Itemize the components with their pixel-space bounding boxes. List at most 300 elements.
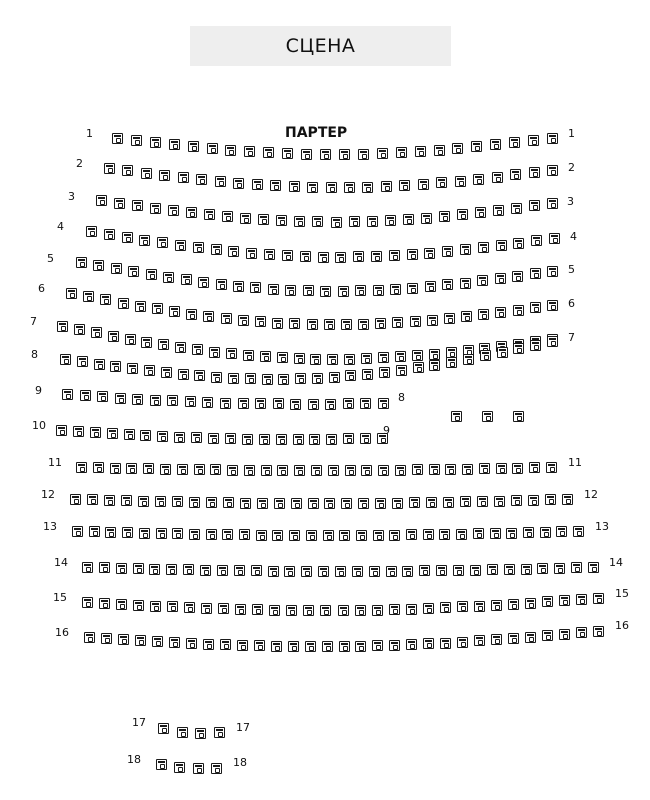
seat-icon[interactable] — [268, 284, 279, 295]
seat-icon[interactable] — [223, 497, 234, 508]
seat-icon[interactable] — [211, 244, 222, 255]
seat-icon[interactable] — [362, 369, 373, 380]
seat-icon[interactable] — [456, 529, 467, 540]
seat-icon[interactable] — [107, 428, 118, 439]
seat-icon[interactable] — [482, 411, 493, 422]
seat-icon[interactable] — [474, 601, 485, 612]
seat-icon[interactable] — [343, 433, 354, 444]
seat-icon[interactable] — [94, 359, 105, 370]
seat-icon[interactable] — [379, 367, 390, 378]
seat-icon[interactable] — [307, 319, 318, 330]
seat-icon[interactable] — [82, 562, 93, 573]
seat-icon[interactable] — [172, 528, 183, 539]
seat-icon[interactable] — [362, 182, 373, 193]
seat-icon[interactable] — [185, 396, 196, 407]
seat-icon[interactable] — [559, 629, 570, 640]
seat-icon[interactable] — [295, 373, 306, 384]
seat-icon[interactable] — [90, 427, 101, 438]
seat-icon[interactable] — [215, 176, 226, 187]
seat-icon[interactable] — [510, 169, 521, 180]
seat-icon[interactable] — [259, 434, 270, 445]
seat-icon[interactable] — [440, 638, 451, 649]
seat-icon[interactable] — [525, 598, 536, 609]
seat-icon[interactable] — [167, 395, 178, 406]
seat-icon[interactable] — [508, 633, 519, 644]
seat-icon[interactable] — [339, 641, 350, 652]
seat-icon[interactable] — [108, 331, 119, 342]
seat-icon[interactable] — [576, 627, 587, 638]
seat-icon[interactable] — [375, 498, 386, 509]
seat-icon[interactable] — [545, 494, 556, 505]
seat-icon[interactable] — [87, 494, 98, 505]
seat-icon[interactable] — [97, 391, 108, 402]
seat-icon[interactable] — [373, 530, 384, 541]
seat-icon[interactable] — [358, 319, 369, 330]
seat-icon[interactable] — [306, 530, 317, 541]
seat-icon[interactable] — [495, 307, 506, 318]
seat-icon[interactable] — [178, 172, 189, 183]
seat-icon[interactable] — [308, 498, 319, 509]
seat-icon[interactable] — [159, 170, 170, 181]
seat-icon[interactable] — [169, 139, 180, 150]
seat-icon[interactable] — [228, 246, 239, 257]
seat-icon[interactable] — [421, 213, 432, 224]
seat-icon[interactable] — [372, 605, 383, 616]
seat-icon[interactable] — [239, 529, 250, 540]
seat-icon[interactable] — [99, 562, 110, 573]
seat-icon[interactable] — [479, 463, 490, 474]
seat-icon[interactable] — [389, 530, 400, 541]
seat-icon[interactable] — [358, 498, 369, 509]
seat-icon[interactable] — [167, 601, 178, 612]
seat-icon[interactable] — [191, 432, 202, 443]
seat-icon[interactable] — [193, 763, 204, 774]
seat-icon[interactable] — [72, 526, 83, 537]
seat-icon[interactable] — [76, 462, 87, 473]
seat-icon[interactable] — [210, 464, 221, 475]
seat-icon[interactable] — [220, 639, 231, 650]
seat-icon[interactable] — [559, 595, 570, 606]
seat-icon[interactable] — [423, 638, 434, 649]
seat-icon[interactable] — [243, 350, 254, 361]
seat-icon[interactable] — [547, 266, 558, 277]
seat-icon[interactable] — [150, 203, 161, 214]
seat-icon[interactable] — [358, 149, 369, 160]
seat-icon[interactable] — [556, 526, 567, 537]
seat-icon[interactable] — [303, 285, 314, 296]
seat-icon[interactable] — [272, 530, 283, 541]
seat-icon[interactable] — [264, 249, 275, 260]
seat-icon[interactable] — [344, 182, 355, 193]
seat-icon[interactable] — [99, 598, 110, 609]
seat-icon[interactable] — [206, 497, 217, 508]
seat-icon[interactable] — [116, 563, 127, 574]
seat-icon[interactable] — [186, 207, 197, 218]
seat-icon[interactable] — [150, 601, 161, 612]
seat-icon[interactable] — [152, 636, 163, 647]
seat-icon[interactable] — [143, 463, 154, 474]
seat-icon[interactable] — [396, 365, 407, 376]
seat-icon[interactable] — [203, 311, 214, 322]
seat-icon[interactable] — [255, 398, 266, 409]
seat-icon[interactable] — [554, 563, 565, 574]
seat-icon[interactable] — [111, 263, 122, 274]
seat-icon[interactable] — [349, 216, 360, 227]
seat-icon[interactable] — [344, 354, 355, 365]
seat-icon[interactable] — [440, 602, 451, 613]
seat-icon[interactable] — [338, 286, 349, 297]
seat-icon[interactable] — [156, 528, 167, 539]
seat-icon[interactable] — [200, 565, 211, 576]
seat-icon[interactable] — [406, 639, 417, 650]
seat-icon[interactable] — [328, 465, 339, 476]
seat-icon[interactable] — [174, 432, 185, 443]
seat-icon[interactable] — [385, 215, 396, 226]
seat-icon[interactable] — [288, 641, 299, 652]
seat-icon[interactable] — [371, 251, 382, 262]
seat-icon[interactable] — [562, 494, 573, 505]
seat-icon[interactable] — [547, 300, 558, 311]
seat-icon[interactable] — [345, 465, 356, 476]
seat-icon[interactable] — [452, 143, 463, 154]
seat-icon[interactable] — [529, 462, 540, 473]
seat-icon[interactable] — [217, 565, 228, 576]
seat-icon[interactable] — [415, 146, 426, 157]
seat-icon[interactable] — [494, 496, 505, 507]
seat-icon[interactable] — [442, 279, 453, 290]
seat-icon[interactable] — [389, 640, 400, 651]
seat-icon[interactable] — [345, 370, 356, 381]
seat-icon[interactable] — [289, 530, 300, 541]
seat-icon[interactable] — [425, 281, 436, 292]
seat-icon[interactable] — [480, 350, 491, 361]
seat-icon[interactable] — [158, 339, 169, 350]
seat-icon[interactable] — [460, 278, 471, 289]
seat-icon[interactable] — [93, 462, 104, 473]
seat-icon[interactable] — [246, 248, 257, 259]
seat-icon[interactable] — [301, 149, 312, 160]
seat-icon[interactable] — [475, 207, 486, 218]
seat-icon[interactable] — [423, 529, 434, 540]
seat-icon[interactable] — [378, 352, 389, 363]
seat-icon[interactable] — [291, 498, 302, 509]
seat-icon[interactable] — [361, 353, 372, 364]
seat-icon[interactable] — [474, 635, 485, 646]
seat-icon[interactable] — [473, 174, 484, 185]
seat-icon[interactable] — [463, 354, 474, 365]
seat-icon[interactable] — [233, 281, 244, 292]
seat-icon[interactable] — [392, 498, 403, 509]
seat-icon[interactable] — [461, 311, 472, 322]
seat-icon[interactable] — [140, 430, 151, 441]
seat-icon[interactable] — [189, 529, 200, 540]
seat-icon[interactable] — [352, 566, 363, 577]
seat-icon[interactable] — [261, 465, 272, 476]
seat-icon[interactable] — [268, 566, 279, 577]
seat-icon[interactable] — [593, 626, 604, 637]
seat-icon[interactable] — [225, 145, 236, 156]
seat-icon[interactable] — [455, 176, 466, 187]
seat-icon[interactable] — [181, 274, 192, 285]
seat-icon[interactable] — [528, 495, 539, 506]
seat-icon[interactable] — [396, 147, 407, 158]
seat-icon[interactable] — [237, 640, 248, 651]
seat-icon[interactable] — [305, 641, 316, 652]
seat-icon[interactable] — [192, 344, 203, 355]
seat-icon[interactable] — [540, 527, 551, 538]
seat-icon[interactable] — [141, 168, 152, 179]
seat-icon[interactable] — [226, 348, 237, 359]
seat-icon[interactable] — [263, 147, 274, 158]
seat-icon[interactable] — [89, 526, 100, 537]
seat-icon[interactable] — [473, 528, 484, 539]
seat-icon[interactable] — [269, 605, 280, 616]
seat-icon[interactable] — [424, 248, 435, 259]
seat-icon[interactable] — [355, 285, 366, 296]
seat-icon[interactable] — [96, 195, 107, 206]
seat-icon[interactable] — [222, 529, 233, 540]
seat-icon[interactable] — [457, 601, 468, 612]
seat-icon[interactable] — [294, 465, 305, 476]
seat-icon[interactable] — [571, 562, 582, 573]
seat-icon[interactable] — [178, 369, 189, 380]
seat-icon[interactable] — [163, 272, 174, 283]
seat-icon[interactable] — [367, 216, 378, 227]
seat-icon[interactable] — [114, 198, 125, 209]
seat-icon[interactable] — [490, 139, 501, 150]
seat-icon[interactable] — [335, 252, 346, 263]
seat-icon[interactable] — [57, 321, 68, 332]
seat-icon[interactable] — [402, 566, 413, 577]
seat-icon[interactable] — [361, 465, 372, 476]
seat-icon[interactable] — [121, 495, 132, 506]
seat-icon[interactable] — [521, 564, 532, 575]
seat-icon[interactable] — [161, 367, 172, 378]
seat-icon[interactable] — [105, 527, 116, 538]
seat-icon[interactable] — [155, 496, 166, 507]
seat-icon[interactable] — [258, 214, 269, 225]
seat-icon[interactable] — [270, 180, 281, 191]
seat-icon[interactable] — [478, 242, 489, 253]
seat-icon[interactable] — [412, 350, 423, 361]
seat-icon[interactable] — [381, 181, 392, 192]
seat-icon[interactable] — [392, 317, 403, 328]
seat-icon[interactable] — [429, 464, 440, 475]
seat-icon[interactable] — [386, 566, 397, 577]
seat-icon[interactable] — [360, 398, 371, 409]
seat-icon[interactable] — [216, 279, 227, 290]
seat-icon[interactable] — [70, 494, 81, 505]
seat-icon[interactable] — [201, 603, 212, 614]
seat-icon[interactable] — [504, 564, 515, 575]
seat-icon[interactable] — [150, 395, 161, 406]
seat-icon[interactable] — [135, 635, 146, 646]
seat-icon[interactable] — [439, 211, 450, 222]
seat-icon[interactable] — [218, 603, 229, 614]
seat-icon[interactable] — [100, 294, 111, 305]
seat-icon[interactable] — [511, 203, 522, 214]
seat-icon[interactable] — [194, 370, 205, 381]
seat-icon[interactable] — [403, 214, 414, 225]
seat-icon[interactable] — [451, 411, 462, 422]
seat-icon[interactable] — [530, 268, 541, 279]
seat-icon[interactable] — [453, 565, 464, 576]
seat-icon[interactable] — [208, 433, 219, 444]
seat-icon[interactable] — [193, 242, 204, 253]
seat-icon[interactable] — [152, 303, 163, 314]
seat-icon[interactable] — [529, 200, 540, 211]
seat-icon[interactable] — [289, 318, 300, 329]
seat-icon[interactable] — [324, 498, 335, 509]
seat-icon[interactable] — [56, 425, 67, 436]
seat-icon[interactable] — [576, 594, 587, 605]
seat-icon[interactable] — [244, 465, 255, 476]
seat-icon[interactable] — [222, 211, 233, 222]
seat-icon[interactable] — [429, 349, 440, 360]
seat-icon[interactable] — [157, 431, 168, 442]
seat-icon[interactable] — [426, 497, 437, 508]
seat-icon[interactable] — [511, 495, 522, 506]
seat-icon[interactable] — [537, 563, 548, 574]
seat-icon[interactable] — [470, 565, 481, 576]
seat-icon[interactable] — [276, 215, 287, 226]
seat-icon[interactable] — [104, 229, 115, 240]
seat-icon[interactable] — [83, 291, 94, 302]
seat-icon[interactable] — [547, 133, 558, 144]
seat-icon[interactable] — [444, 313, 455, 324]
seat-icon[interactable] — [284, 566, 295, 577]
seat-icon[interactable] — [335, 566, 346, 577]
seat-icon[interactable] — [419, 565, 430, 576]
seat-icon[interactable] — [250, 282, 261, 293]
seat-icon[interactable] — [542, 596, 553, 607]
seat-icon[interactable] — [235, 604, 246, 615]
seat-icon[interactable] — [133, 563, 144, 574]
seat-icon[interactable] — [225, 433, 236, 444]
seat-icon[interactable] — [492, 172, 503, 183]
seat-icon[interactable] — [436, 177, 447, 188]
seat-icon[interactable] — [339, 149, 350, 160]
seat-icon[interactable] — [204, 209, 215, 220]
seat-icon[interactable] — [286, 605, 297, 616]
seat-icon[interactable] — [278, 374, 289, 385]
seat-icon[interactable] — [406, 529, 417, 540]
seat-icon[interactable] — [496, 463, 507, 474]
seat-icon[interactable] — [195, 728, 206, 739]
seat-icon[interactable] — [104, 495, 115, 506]
seat-icon[interactable] — [530, 302, 541, 313]
seat-icon[interactable] — [128, 266, 139, 277]
seat-icon[interactable] — [131, 135, 142, 146]
seat-icon[interactable] — [174, 762, 185, 773]
seat-icon[interactable] — [252, 179, 263, 190]
seat-icon[interactable] — [528, 135, 539, 146]
seat-icon[interactable] — [150, 137, 161, 148]
seat-icon[interactable] — [277, 352, 288, 363]
seat-icon[interactable] — [86, 226, 97, 237]
seat-icon[interactable] — [355, 641, 366, 652]
seat-icon[interactable] — [228, 373, 239, 384]
seat-icon[interactable] — [513, 411, 524, 422]
seat-icon[interactable] — [513, 343, 524, 354]
seat-icon[interactable] — [549, 233, 560, 244]
seat-icon[interactable] — [118, 634, 129, 645]
seat-icon[interactable] — [513, 238, 524, 249]
seat-icon[interactable] — [496, 240, 507, 251]
seat-icon[interactable] — [256, 530, 267, 541]
seat-icon[interactable] — [122, 527, 133, 538]
seat-icon[interactable] — [409, 497, 420, 508]
seat-icon[interactable] — [156, 759, 167, 770]
seat-icon[interactable] — [395, 465, 406, 476]
seat-icon[interactable] — [276, 434, 287, 445]
seat-icon[interactable] — [329, 372, 340, 383]
seat-icon[interactable] — [407, 283, 418, 294]
seat-icon[interactable] — [462, 464, 473, 475]
seat-icon[interactable] — [308, 399, 319, 410]
seat-icon[interactable] — [240, 213, 251, 224]
seat-icon[interactable] — [257, 498, 268, 509]
seat-icon[interactable] — [175, 240, 186, 251]
seat-icon[interactable] — [343, 398, 354, 409]
seat-icon[interactable] — [122, 165, 133, 176]
seat-icon[interactable] — [146, 269, 157, 280]
seat-icon[interactable] — [289, 181, 300, 192]
seat-icon[interactable] — [293, 434, 304, 445]
seat-icon[interactable] — [238, 398, 249, 409]
seat-icon[interactable] — [124, 429, 135, 440]
seat-icon[interactable] — [118, 298, 129, 309]
seat-icon[interactable] — [490, 528, 501, 539]
seat-icon[interactable] — [491, 600, 502, 611]
seat-icon[interactable] — [512, 271, 523, 282]
seat-icon[interactable] — [389, 250, 400, 261]
seat-icon[interactable] — [546, 462, 557, 473]
seat-icon[interactable] — [245, 373, 256, 384]
seat-icon[interactable] — [389, 604, 400, 615]
seat-icon[interactable] — [531, 235, 542, 246]
seat-icon[interactable] — [149, 564, 160, 575]
seat-icon[interactable] — [207, 143, 218, 154]
seat-icon[interactable] — [93, 260, 104, 271]
seat-icon[interactable] — [290, 399, 301, 410]
seat-icon[interactable] — [227, 465, 238, 476]
seat-icon[interactable] — [406, 604, 417, 615]
seat-icon[interactable] — [188, 141, 199, 152]
seat-icon[interactable] — [513, 305, 524, 316]
seat-icon[interactable] — [588, 562, 599, 573]
seat-icon[interactable] — [104, 163, 115, 174]
seat-icon[interactable] — [471, 141, 482, 152]
seat-icon[interactable] — [523, 527, 534, 538]
seat-icon[interactable] — [277, 465, 288, 476]
seat-icon[interactable] — [353, 251, 364, 262]
seat-icon[interactable] — [221, 313, 232, 324]
seat-icon[interactable] — [77, 356, 88, 367]
seat-icon[interactable] — [491, 634, 502, 645]
seat-icon[interactable] — [220, 398, 231, 409]
seat-icon[interactable] — [327, 354, 338, 365]
seat-icon[interactable] — [172, 496, 183, 507]
seat-icon[interactable] — [493, 205, 504, 216]
seat-icon[interactable] — [183, 564, 194, 575]
seat-icon[interactable] — [84, 632, 95, 643]
seat-icon[interactable] — [271, 641, 282, 652]
seat-icon[interactable] — [508, 599, 519, 610]
seat-icon[interactable] — [214, 727, 225, 738]
seat-icon[interactable] — [194, 464, 205, 475]
seat-icon[interactable] — [310, 354, 321, 365]
